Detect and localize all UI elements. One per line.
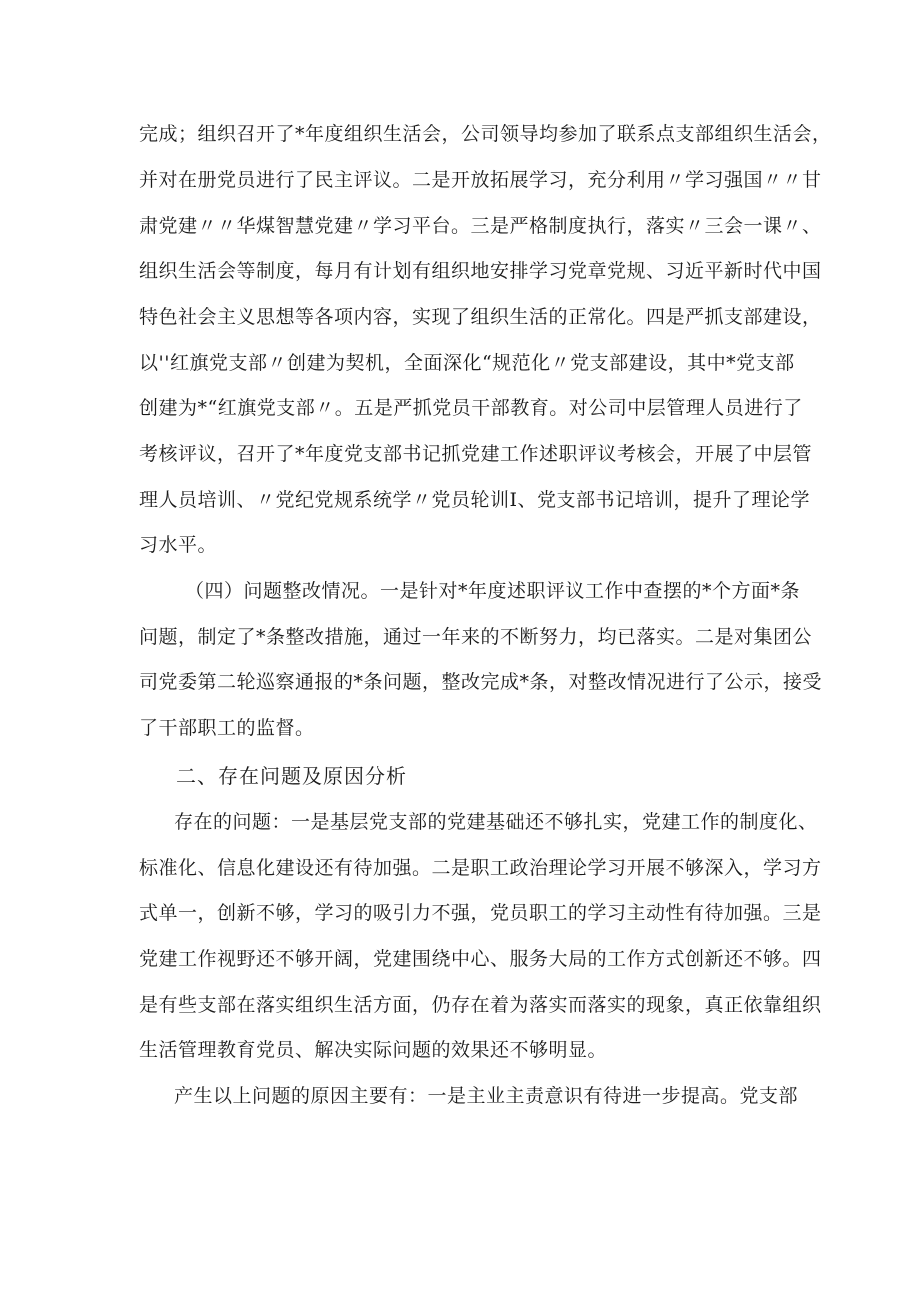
- text-line: 标准化、信息化建设还有待加强。二是职工政治理论学习开展不够深入，学习方: [139, 857, 822, 879]
- text-line: 产生以上问题的原因主要有：一是主业主责意识有待进一步提高。党支部: [174, 1085, 799, 1107]
- text-line: 是有些支部在落实组织生活方面，仍存在着为落实而落实的现象，真正依靠组织: [139, 994, 822, 1016]
- text-line: 并对在册党员进行了民主评议。二是开放拓展学习，充分利用〃学习强国〃〃甘: [139, 169, 822, 191]
- text-line: 肃党建〃〃华煤智慧党建〃学习平台。三是严格制度执行，落实〃三会一课〃、: [139, 215, 822, 237]
- text-line: 理人员培训、〃党纪党规系统学〃党员轮训I、党支部书记培训，提升了理论学: [139, 489, 811, 511]
- text-line: 党建工作视野还不够开阔，党建围绕中心、服务大局的工作方式创新还不够。四: [139, 948, 822, 970]
- text-line: 创建为*“红旗党支部〃。五是严抓党员干部教育。对公司中层管理人员进行了: [139, 397, 803, 419]
- text-line: 存在的问题：一是基层党支部的党建基础还不够扎实，党建工作的制度化、: [174, 811, 818, 833]
- text-line: 习水平。: [139, 534, 218, 556]
- text-line: 了干部职工的监督。: [139, 717, 315, 739]
- text-line: 考核评议，召开了*年度党支部书记抓党建工作述职评议考核会，开展了中层管: [139, 443, 813, 465]
- text-line: （四）问题整改情况。一是针对*年度述职评议工作中查摆的*个方面*条: [185, 580, 801, 602]
- text-line: 完成；组织召开了*年度组织生活会，公司领导均参加了联系点支部组织生活会，: [139, 123, 832, 145]
- text-line: 式单一，创新不够，学习的吸引力不强，党员职工的学习主动性有待加强。三是: [139, 902, 822, 924]
- text-line: 特色社会主义思想等各项内容，实现了组织生活的正常化。四是严抓支部建设，: [139, 306, 822, 328]
- text-line: 组织生活会等制度，每月有计划有组织地安排学习党章党规、习近平新时代中国: [139, 260, 822, 282]
- section-heading: 二、存在问题及原因分析: [176, 764, 407, 788]
- text-line: 司党委第二轮巡察通报的*条问题，整改完成*条，对整改情况进行了公示，接受: [139, 671, 823, 693]
- text-line: 问题，制定了*条整改措施，通过一年来的不断努力，均已落实。二是对集团公: [139, 626, 813, 648]
- text-line: 生活管理教育党员、解决实际问题的效果还不够明显。: [139, 1039, 608, 1061]
- text-line: 以''红旗党支部〃创建为契机，全面深化“规范化〃党支部建设，其中*党支部: [139, 352, 795, 374]
